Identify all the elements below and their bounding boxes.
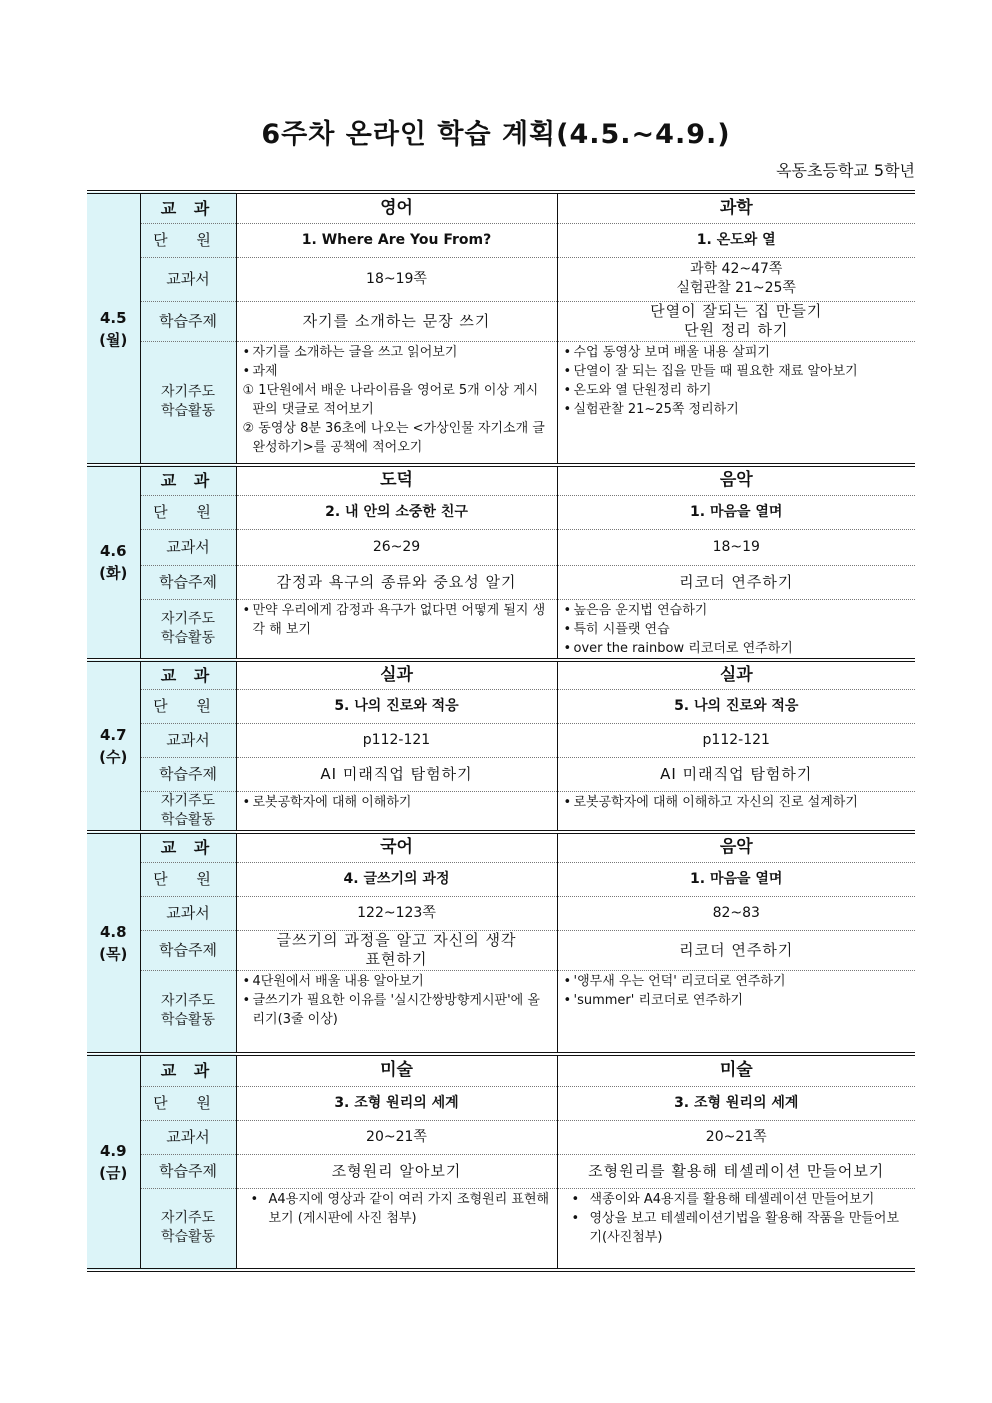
activity-value (557, 599, 915, 658)
bullet-icon: • (250, 1191, 259, 1207)
topic-value (557, 301, 915, 341)
activity-label (140, 599, 236, 658)
activity-list (564, 972, 910, 1010)
textbook-value (236, 724, 557, 758)
unit-value: 4. 글쓰기의 과정 (236, 862, 557, 896)
bullet-icon: • (563, 621, 572, 637)
activity-item (564, 639, 910, 658)
textbook-row (87, 896, 915, 930)
activity-value (557, 970, 915, 1052)
activity-text: 색종이와 A4용지를 활용해 테셀레이션 만들어보기 (589, 1191, 875, 1207)
bullet-icon: • (571, 1210, 580, 1226)
topic-line: 리코더 연주하기 (679, 940, 794, 959)
activity-item (564, 991, 910, 1010)
subject-row (87, 660, 915, 690)
bullet-icon: • (242, 363, 251, 379)
activity-label-line2: 학습활동 (160, 1229, 216, 1246)
activity-value (236, 599, 557, 658)
subject-label: 교 과 (140, 1054, 236, 1086)
activity-text: 단열이 잘 되는 집을 만들 때 필요한 재료 알아보기 (573, 363, 858, 379)
date-cell (87, 832, 140, 1052)
topic-value (557, 1154, 915, 1188)
activity-value (557, 341, 915, 463)
textbook-value (557, 724, 915, 758)
unit-label: 단 원 (140, 223, 236, 257)
unit-value: 1. 온도와 열 (557, 223, 915, 257)
unit-label: 단 원 (140, 862, 236, 896)
activity-list (243, 972, 551, 1029)
bullet-icon: • (571, 1191, 580, 1207)
date: 4.7 (99, 725, 127, 744)
activity-list (564, 793, 910, 812)
activity-item (564, 400, 910, 419)
activity-label-line2: 학습활동 (160, 1012, 216, 1029)
textbook-line: 26~29 (372, 538, 421, 555)
day-block (87, 190, 915, 463)
activity-list (243, 793, 551, 812)
subject-label: 교 과 (140, 465, 236, 495)
textbook-value (236, 896, 557, 930)
activity-list (243, 1190, 551, 1228)
textbook-row (87, 257, 915, 301)
unit-value: 5. 나의 진로와 적응 (557, 690, 915, 724)
subject-value: 과학 (557, 192, 915, 223)
activity-item (243, 381, 551, 419)
activity-item (564, 1190, 910, 1209)
date-cell (87, 465, 140, 658)
topic-line: 감정과 욕구의 종류와 중요성 알기 (276, 572, 517, 591)
topic-line: 자기를 소개하는 문장 쓰기 (302, 311, 491, 330)
activity-label-line1: 자기주도 (160, 384, 216, 401)
activity-value (557, 1188, 915, 1270)
bullet-icon: • (563, 992, 572, 1008)
activity-list (243, 601, 551, 639)
textbook-line: 실험관찰 21~25쪽 (676, 280, 796, 296)
subject-value: 영어 (236, 192, 557, 223)
activity-text: 수업 동영상 보며 배울 내용 살피기 (573, 344, 770, 360)
activity-row (87, 792, 915, 831)
activity-text: 온도와 열 단원정리 하기 (573, 382, 712, 398)
activity-row (87, 970, 915, 1052)
bullet-icon: • (242, 602, 251, 618)
subject-row (87, 465, 915, 495)
date-cell (87, 1054, 140, 1270)
activity-list (564, 601, 910, 658)
activity-text: 'summer' 리코더로 연주하기 (573, 992, 744, 1008)
textbook-line: 20~21쪽 (705, 1128, 767, 1145)
topic-row (87, 301, 915, 341)
date-cell (87, 660, 140, 831)
unit-row (87, 1086, 915, 1120)
activity-value (236, 970, 557, 1052)
weekday: (목) (99, 945, 128, 963)
bullet-icon: • (242, 795, 251, 810)
textbook-value (557, 1120, 915, 1154)
textbook-label: 교과서 (140, 1120, 236, 1154)
unit-label: 단 원 (140, 1086, 236, 1120)
activity-value (236, 341, 557, 463)
unit-value: 2. 내 안의 소중한 친구 (236, 495, 557, 529)
subject-value: 실과 (557, 660, 915, 690)
activity-text: 실험관찰 21~25쪽 정리하기 (573, 401, 739, 417)
textbook-line: 과학 42~47쪽 (690, 261, 783, 277)
day-block (87, 830, 915, 1052)
subject-value: 실과 (236, 660, 557, 690)
bullet-icon: • (563, 602, 572, 618)
topic-value (236, 1154, 557, 1188)
activity-text: 과제 (252, 363, 278, 379)
topic-line: 표현하기 (365, 950, 428, 968)
activity-item (564, 343, 910, 362)
date: 4.5 (99, 308, 127, 327)
subject-value: 음악 (557, 465, 915, 495)
topic-value (236, 565, 557, 599)
unit-value: 3. 조형 원리의 세계 (236, 1086, 557, 1120)
topic-value (236, 758, 557, 792)
unit-value: 3. 조형 원리의 세계 (557, 1086, 915, 1120)
activity-label (140, 970, 236, 1052)
topic-label: 학습주제 (140, 1154, 236, 1188)
activity-label-line1: 자기주도 (160, 793, 216, 809)
activity-text: A4용지에 영상과 같이 여러 가지 조형원리 표현해보기 (게시판에 사진 첨부) (268, 1191, 550, 1226)
subject-value: 음악 (557, 832, 915, 862)
activity-text: '앵무새 우는 언덕' 리코더로 연주하기 (573, 973, 786, 989)
activity-label-line2: 학습활동 (160, 629, 216, 646)
bullet-icon: • (563, 973, 572, 989)
activity-label (140, 1188, 236, 1270)
textbook-line: 18~19 (712, 538, 760, 555)
textbook-value (236, 529, 557, 565)
bullet-icon: • (563, 795, 572, 810)
textbook-line: 82~83 (712, 904, 760, 921)
activity-label-line2: 학습활동 (160, 812, 216, 828)
textbook-line: p112-121 (702, 732, 770, 748)
subject-value: 도덕 (236, 465, 557, 495)
weekday: (화) (99, 564, 128, 583)
bullet-icon: • (563, 363, 572, 379)
activity-text: 자기를 소개하는 글을 쓰고 읽어보기 (252, 344, 458, 360)
activity-label-line1: 자기주도 (160, 610, 216, 627)
day-block (87, 463, 915, 658)
textbook-line: p112-121 (362, 732, 431, 748)
activity-label-line2: 학습활동 (160, 403, 216, 420)
subject-value: 미술 (557, 1054, 915, 1086)
textbook-line: 122~123쪽 (357, 904, 436, 921)
unit-value: 1. 마음을 열며 (557, 862, 915, 896)
activity-row (87, 599, 915, 658)
unit-row (87, 690, 915, 724)
activity-value (557, 792, 915, 831)
activity-item (243, 991, 551, 1029)
activity-text: 4단원에서 배울 내용 알아보기 (252, 973, 424, 989)
activity-list (243, 343, 551, 457)
topic-value (557, 930, 915, 970)
activity-item (564, 601, 910, 620)
activity-row (87, 341, 915, 463)
textbook-row (87, 724, 915, 758)
unit-label: 단 원 (140, 495, 236, 529)
topic-label: 학습주제 (140, 301, 236, 341)
topic-value (557, 758, 915, 792)
topic-label: 학습주제 (140, 930, 236, 970)
day-block (87, 1052, 915, 1272)
unit-label: 단 원 (140, 690, 236, 724)
bullet-icon: • (242, 344, 251, 360)
topic-label: 학습주제 (140, 565, 236, 599)
textbook-label: 교과서 (140, 529, 236, 565)
activity-value (236, 1188, 557, 1270)
activity-item (564, 362, 910, 381)
textbook-line: 20~21쪽 (366, 1128, 427, 1145)
topic-value (557, 565, 915, 599)
bullet-icon: • (242, 973, 251, 989)
weekday: (월) (99, 330, 128, 349)
bullet-icon: • (563, 382, 572, 398)
textbook-line: 18~19쪽 (366, 270, 427, 287)
page-title: 6주차 온라인 학습 계획(4.5.~4.9.) (261, 119, 731, 150)
subject-row (87, 1054, 915, 1086)
activity-item (564, 972, 910, 991)
activity-text: 영상을 보고 테셀레이션기법을 활용해 작품을 만들어보기(사진첨부) (589, 1210, 899, 1245)
textbook-value (557, 257, 915, 301)
unit-row (87, 223, 915, 257)
textbook-value (236, 257, 557, 301)
textbook-label: 교과서 (140, 896, 236, 930)
topic-line: AI 미래직업 탐험하기 (320, 765, 473, 783)
date: 4.8 (99, 923, 127, 941)
topic-row (87, 1154, 915, 1188)
activity-item (564, 620, 910, 639)
bullet-icon: • (563, 344, 572, 360)
activity-text: 글쓰기가 필요한 이유를 '실시간쌍방향게시판'에 올리기(3줄 이상) (252, 992, 540, 1027)
activity-item (564, 1209, 910, 1247)
activity-label-line1: 자기주도 (160, 1210, 216, 1227)
activity-text: 특히 시플랫 연습 (573, 621, 670, 637)
subject-row (87, 192, 915, 223)
topic-value (236, 301, 557, 341)
topic-line: 글쓰기의 과정을 알고 자신의 생각 (276, 931, 517, 949)
activity-list (564, 343, 910, 419)
activity-text: 만약 우리에게 감정과 욕구가 없다면 어떻게 될지 생각 해 보기 (252, 602, 546, 637)
activity-item (243, 972, 551, 991)
subject-label: 교 과 (140, 192, 236, 223)
unit-row (87, 495, 915, 529)
textbook-label: 교과서 (140, 257, 236, 301)
activity-text: 로봇공학자에 대해 이해하기 (252, 795, 412, 810)
topic-line: 단열이 잘되는 집 만들기 (650, 302, 823, 320)
weekday: (금) (99, 1164, 128, 1182)
activity-item (243, 362, 551, 381)
topic-row (87, 758, 915, 792)
activity-value (236, 792, 557, 831)
activity-item (243, 601, 551, 639)
textbook-row (87, 529, 915, 565)
day-block (87, 658, 915, 831)
date-cell (87, 192, 140, 463)
date: 4.6 (99, 542, 127, 561)
activity-label (140, 792, 236, 831)
subject-label: 교 과 (140, 832, 236, 862)
topic-line: 단원 정리 하기 (684, 321, 789, 339)
bullet-icon: • (563, 401, 572, 417)
topic-line: 리코더 연주하기 (679, 572, 794, 591)
bullet-icon: • (242, 992, 251, 1008)
topic-row (87, 930, 915, 970)
topic-line: 조형원리를 활용해 테셀레이션 만들어보기 (588, 1161, 885, 1180)
unit-value: 5. 나의 진로와 적응 (236, 690, 557, 724)
subject-row (87, 832, 915, 862)
activity-list (564, 1190, 910, 1247)
activity-text: ② 동영상 8분 36초에 나오는 <가상인물 자기소개 글 완성하기>를 공책에 적어오기 (242, 420, 545, 455)
activity-item (243, 1190, 551, 1228)
activity-text: ① 1단원에서 배운 나라이름을 영어로 5개 이상 게시판의 댓글로 적어보기 (242, 382, 539, 417)
weekday: (수) (99, 747, 128, 766)
textbook-value (557, 529, 915, 565)
activity-item (243, 419, 551, 457)
textbook-value (236, 1120, 557, 1154)
activity-item (243, 793, 551, 812)
textbook-label: 교과서 (140, 724, 236, 758)
topic-line: AI 미래직업 탐험하기 (660, 765, 813, 783)
bullet-icon: • (563, 640, 572, 656)
topic-value (236, 930, 557, 970)
activity-item (564, 793, 910, 812)
topic-line: 조형원리 알아보기 (331, 1161, 462, 1180)
subject-label: 교 과 (140, 660, 236, 690)
school-name: 옥동초등학교 5학년 (776, 161, 915, 180)
activity-text: 높은음 운지법 연습하기 (573, 602, 708, 618)
textbook-row (87, 1120, 915, 1154)
topic-label: 학습주제 (140, 758, 236, 792)
unit-value: 1. 마음을 열며 (557, 495, 915, 529)
activity-text: 로봇공학자에 대해 이해하고 자신의 진로 설계하기 (573, 795, 858, 810)
activity-item (243, 343, 551, 362)
unit-value: 1. Where Are You From? (236, 223, 557, 257)
date: 4.9 (99, 1142, 127, 1160)
subject-value: 미술 (236, 1054, 557, 1086)
topic-row (87, 565, 915, 599)
subject-value: 국어 (236, 832, 557, 862)
activity-row (87, 1188, 915, 1270)
unit-row (87, 862, 915, 896)
activity-label-line1: 자기주도 (160, 993, 216, 1010)
activity-text: over the rainbow 리코더로 연주하기 (573, 640, 793, 656)
activity-label (140, 341, 236, 463)
textbook-value (557, 896, 915, 930)
weekly-plan (87, 190, 915, 1272)
activity-item (564, 381, 910, 400)
